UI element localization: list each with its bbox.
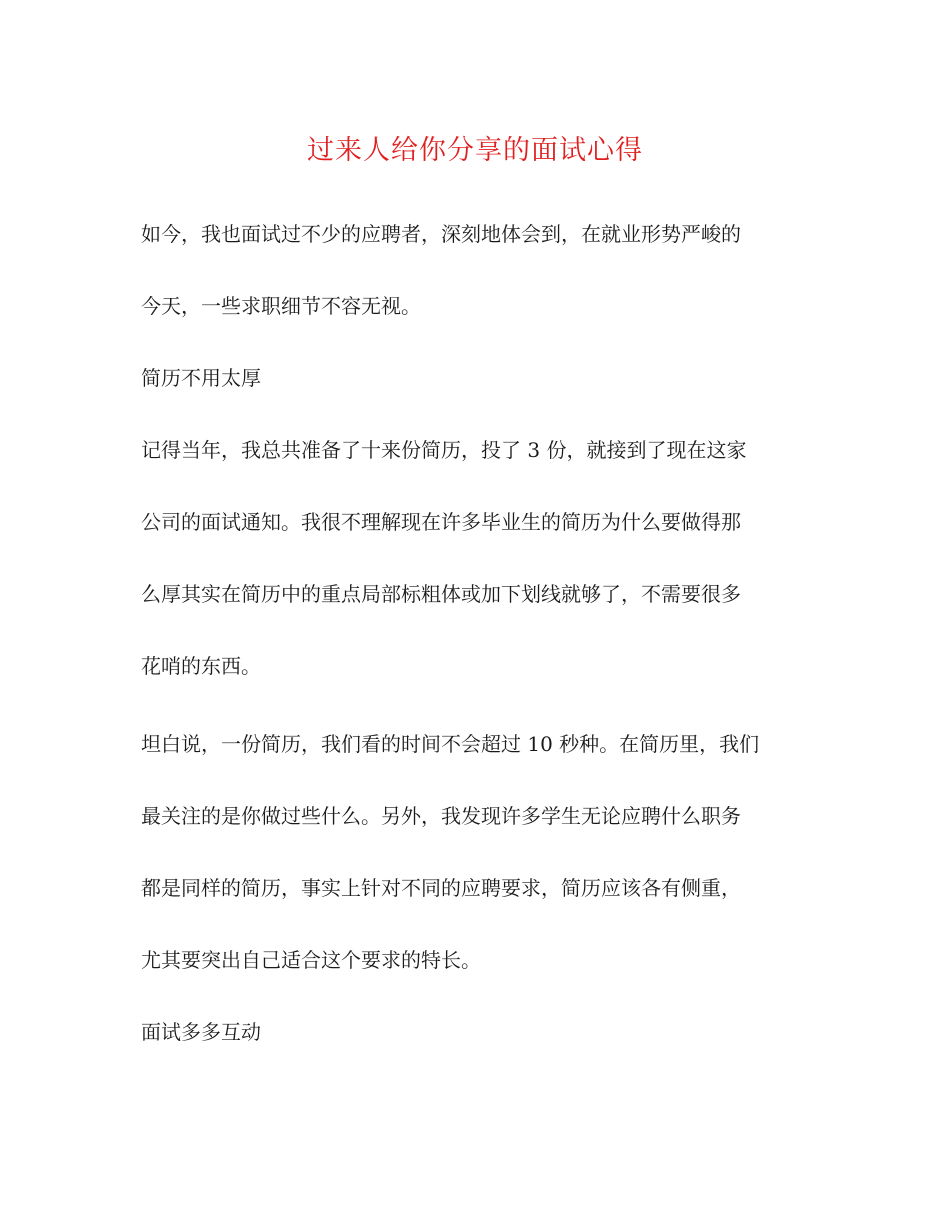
paragraph-line: 尤其要突出自己适合这个要求的特长。 — [141, 948, 481, 972]
section-heading-interview: 面试多多互动 — [141, 1020, 261, 1044]
paragraph-line: 都是同样的简历，事实上针对不同的应聘要求，简历应该各有侧重， — [141, 876, 741, 900]
paragraph-line: 坦白说，一份简历，我们看的时间不会超过 10 秒种。在简历里，我们 — [141, 732, 760, 756]
paragraph-line: 么厚其实在简历中的重点局部标粗体或加下划线就够了，不需要很多 — [141, 582, 741, 606]
paragraph-line: 记得当年，我总共准备了十来份简历，投了 3 份，就接到了现在这家 — [141, 438, 747, 462]
paragraph-line: 花哨的东西。 — [141, 654, 261, 678]
paragraph-line: 今天，一些求职细节不容无视。 — [141, 294, 421, 318]
document-title: 过来人给你分享的面试心得 — [307, 135, 643, 166]
paragraph-line: 最关注的是你做过些什么。另外，我发现许多学生无论应聘什么职务 — [141, 804, 741, 828]
paragraph-line: 公司的面试通知。我很不理解现在许多毕业生的简历为什么要做得那 — [141, 510, 741, 534]
section-heading-resume: 简历不用太厚 — [141, 366, 261, 390]
paragraph-line: 如今，我也面试过不少的应聘者，深刻地体会到，在就业形势严峻的 — [141, 222, 741, 246]
